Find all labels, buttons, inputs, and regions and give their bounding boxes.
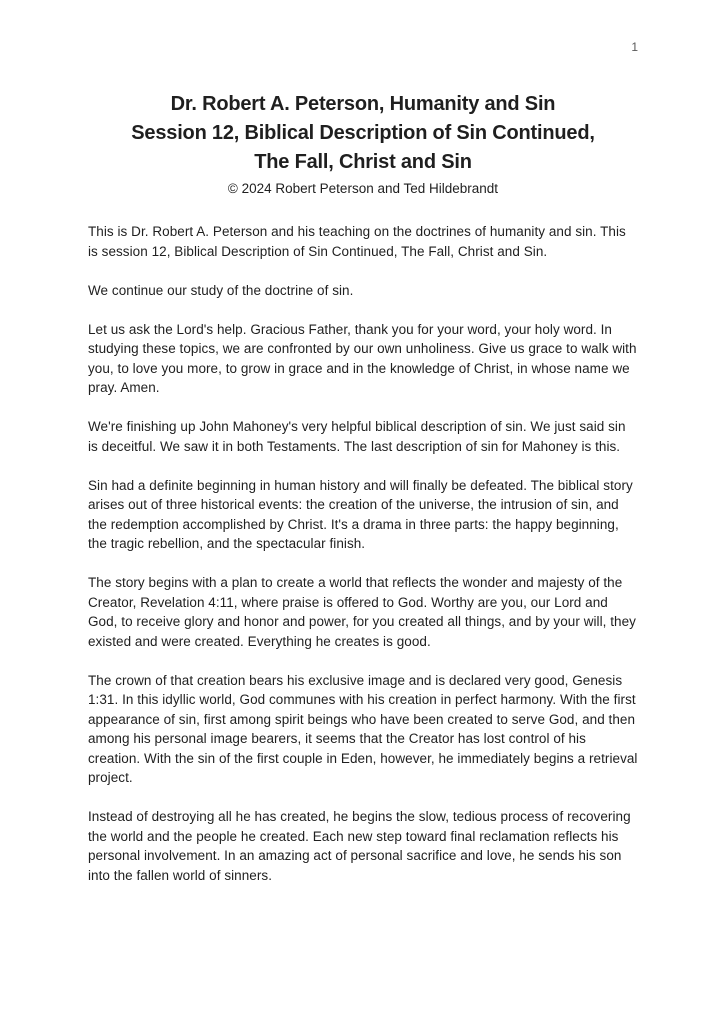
document-title bbox=[88, 90, 638, 198]
document-content bbox=[88, 0, 638, 905]
title-line-2: Session 12, Biblical Description of Sin Continued, bbox=[131, 122, 595, 144]
paragraph-crown-creation: The crown of that creation bears his exclusive image and is declared very good, Genesis 1:31. In this idyllic world, God communes with his creation in perfect harmony. With the first appearance of sin, first among spirit beings who have been created to serve God, and then among his personal image bearers, it seems that the Creator has lost control of his creation. With the sin of the first couple in Eden, however, he immediately begins a retrieval project. bbox=[88, 672, 638, 785]
paragraph-intro: This is Dr. Robert A. Peterson and his teaching on the doctrines of humanity and sin. This is session 12, Biblical Description of Sin Continued, The Fall, Christ and Sin. bbox=[88, 224, 626, 259]
paragraph-sin-beginning: Sin had a definite beginning in human history and will finally be defeated. The biblical story arises out of three historical events: the creation of the universe, the intrusion of sin, and the redemption accomplished by Christ. It's a drama in three parts: the happy beginning, the tragic rebellion, and the spectacular finish. bbox=[88, 477, 633, 551]
page-number: 1 bbox=[631, 40, 638, 54]
body-text bbox=[88, 222, 638, 885]
paragraph-mahoney: We're finishing up John Mahoney's very helpful biblical description of sin. We just said sin is deceitful. We saw it in both Testaments. The last description of sin for Mahoney is this. bbox=[88, 419, 626, 454]
paragraph-retrieval: Instead of destroying all he has created, he begins the slow, tedious process of recovering the world and the people he created. Each new step toward final reclamation reflects his personal involvement. In an amazing act of personal sacrifice and love, he sends his son into the fallen world of sinners. bbox=[88, 809, 631, 883]
paragraph-prayer: Let us ask the Lord's help. Gracious Father, thank you for your word, your holy word. In studying these topics, we are confronted by our own unholiness. Give us grace to walk with you, to love you more, to grow in grace and in the knowledge of Christ, in whose name we pray. Amen. bbox=[88, 321, 637, 395]
paragraph-story-begins: The story begins with a plan to create a world that reflects the wonder and majesty of the Creator, Revelation 4:11, where praise is offered to God. Worthy are you, our Lord and God, to receive glory and honor and power, for you created all things, and by your will, they existed and were created. Everything he creates is good. bbox=[88, 575, 636, 649]
title-line-1: Dr. Robert A. Peterson, Humanity and Sin bbox=[170, 93, 556, 115]
copyright-line: © 2024 Robert Peterson and Ted Hildebrandt bbox=[227, 181, 499, 196]
title-line-3: The Fall, Christ and Sin bbox=[254, 151, 472, 173]
paragraph-continue-study: We continue our study of the doctrine of sin. bbox=[88, 282, 354, 298]
